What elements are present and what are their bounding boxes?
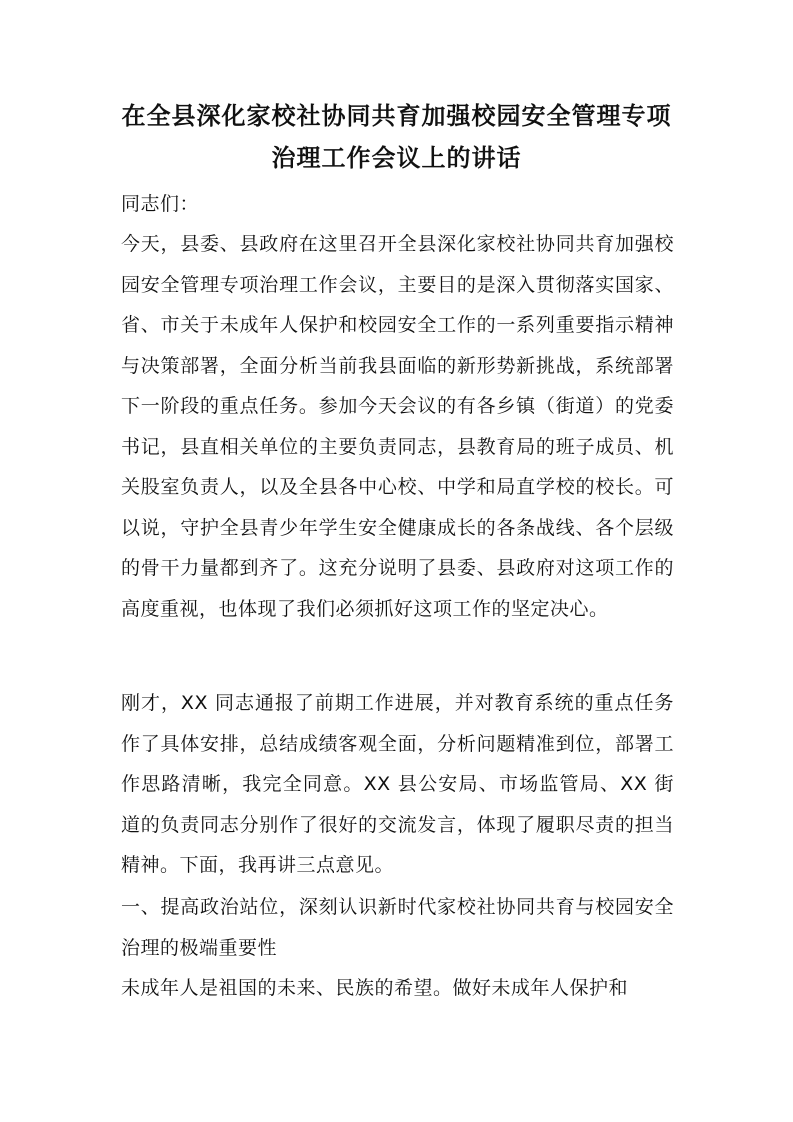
- section-heading-1: 一、提高政治站位，深刻认识新时代家校社协同共育与校园安全治理的极端重要性: [121, 896, 674, 959]
- paragraph-section-1: 未成年人是祖国的未来、民族的希望。做好未成年人保护和: [121, 977, 629, 999]
- paragraph-opening: 今天，县委、县政府在这里召开全县深化家校社协同共育加强校园安全管理专项治理工作会议，主要目的是深入贯彻落实国家、省、市关于未成年人保护和校园安全工作的一系列重要指示精神与决策部署，全面分析当前我县面临的新形势新挑战，系统部署下一阶段的重点任务。参加今天会议的有各乡镇（街道）的党委书记，县直相关单位的主要负责同志，县教育局的班子成员、机关股室负责人，以及全县各中心校、中学和局直学校的校长。可以说，守护全县青少年学生安全健康成长的各条战线、各个层级的骨干力量都到齐了。这充分说明了县委、县政府对这项工作的高度重视，也体现了我们必须抓好这项工作的坚定决心。: [121, 233, 674, 620]
- salutation: 同志们：: [121, 193, 200, 215]
- document-title-line-1: 在全县深化家校社协同共育加强校园安全管理专项: [121, 102, 672, 130]
- paragraph-response: 刚才，XX 同志通报了前期工作进展，并对教育系统的重点任务作了具体安排，总结成绩客观全面，分析问题精准到位，部署工作思路清晰，我完全同意。XX 县公安局、市场监管局、XX 街道的负责同志分别作了很好的交流发言，体现了履职尽责的担当精神。下面，我再讲三点意见。: [121, 692, 674, 876]
- document-title-line-2: 治理工作会议上的讲话: [271, 144, 522, 172]
